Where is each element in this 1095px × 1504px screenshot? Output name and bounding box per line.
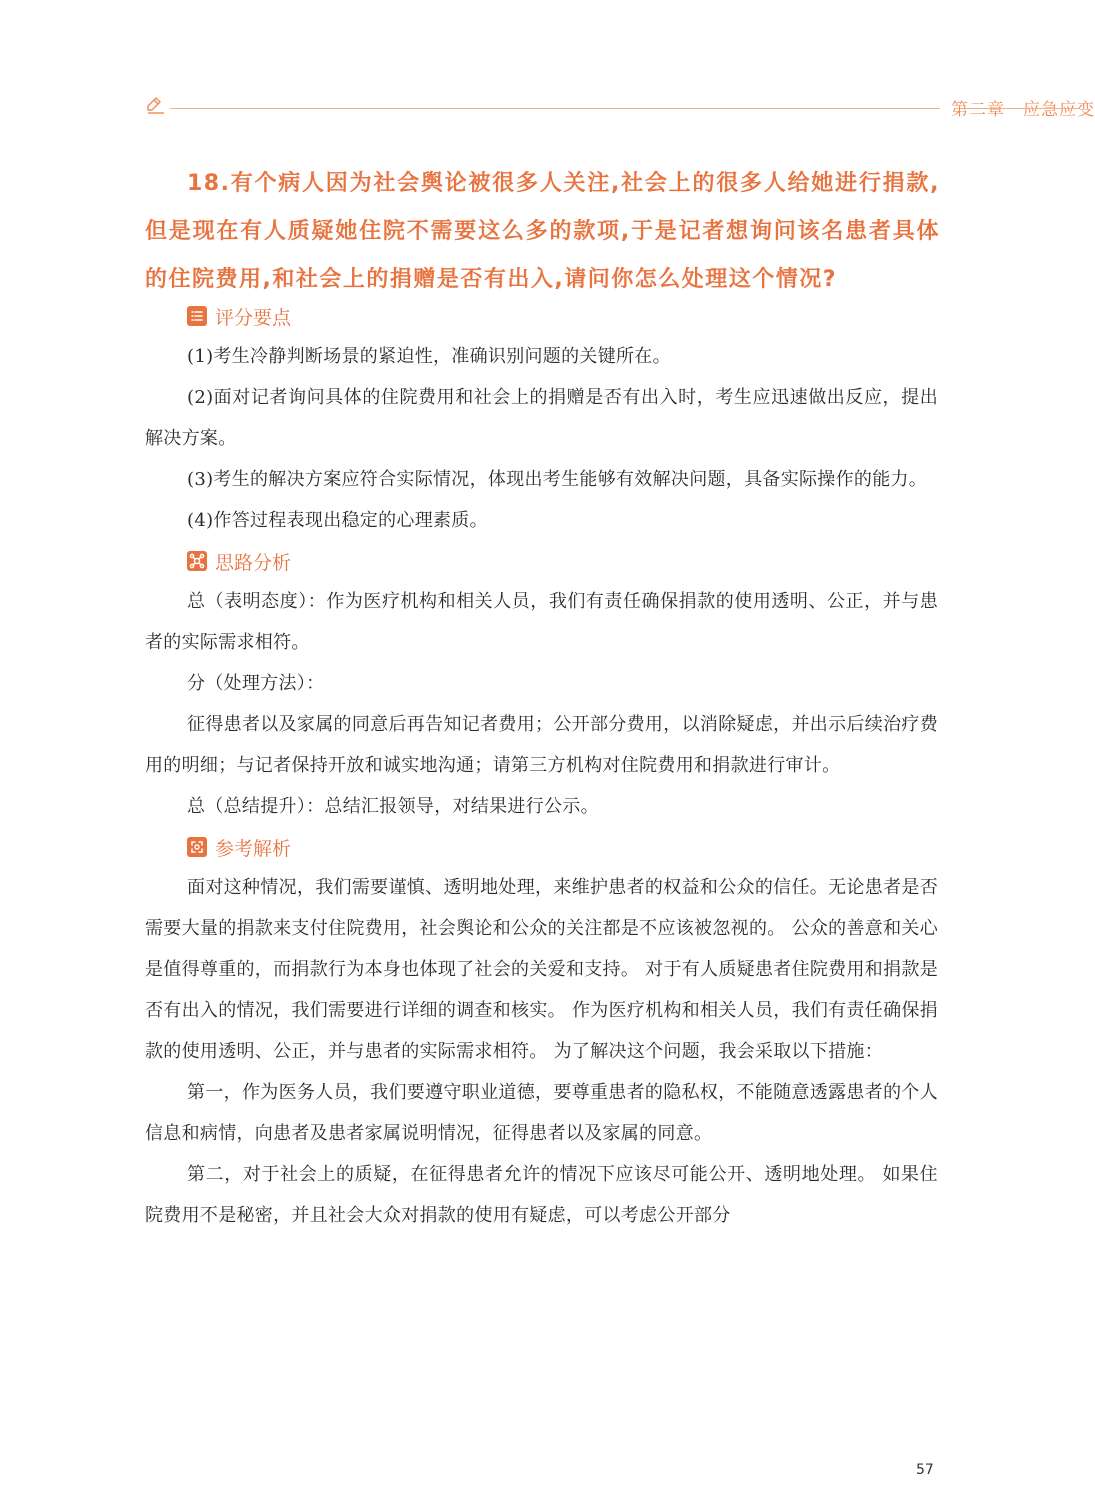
section-heading-scoring [187, 296, 938, 336]
main-content [145, 296, 938, 1236]
analysis-paragraph: 分（处理方法）： [187, 673, 325, 694]
header-rule-right [960, 108, 1080, 109]
mindmap-icon [187, 551, 207, 571]
scoring-item: (3)考生的解决方案应符合实际情况，体现出考生能够有效解决问题，具备实际操作的能力。 [187, 469, 928, 490]
pencil-icon [145, 94, 167, 116]
section-title: 评分要点 [215, 306, 292, 329]
analysis-paragraph: 征得患者以及家属的同意后再告知记者费用；公开部分费用，以消除疑虑，并出示后续治疗费用的明细；与记者保持开放和诚实地沟通；请第三方机构对住院费用和捐款进行审计。 [145, 714, 938, 776]
reference-paragraph: 面对这种情况，我们需要谨慎、透明地处理，来维护患者的权益和公众的信任。无论患者是否需要大量的捐款来支付住院费用，社会舆论和公众的关注都是不应该被忽视的。 公众的善意和关心是值得尊重的，而捐款行为本身也体现了社会的关爱和支持。 对于有人质疑患者住院费用和捐款是否有出入的情况，我们需要进行详细的调查和核实。 作为医疗机构和相关人员，我们有责任确保捐款的使用透明、公正，并与患者的实际需求相符。 为了解决这个问题，我会采取以下措施： [145, 877, 938, 1062]
section-title: 思路分析 [215, 551, 292, 574]
list-icon [187, 306, 207, 326]
analysis-paragraph: 总（表明态度）：作为医疗机构和相关人员，我们有责任确保捐款的使用透明、公正，并与患者的实际需求相符。 [145, 591, 938, 653]
page-number: 57 [916, 1462, 934, 1478]
answer-icon [187, 837, 207, 857]
scoring-item: (1)考生冷静判断场景的紧迫性，准确识别问题的关键所在。 [187, 346, 671, 367]
section-heading-reference [187, 827, 938, 867]
header-rule-left [170, 108, 940, 109]
question-text: 18.有个病人因为社会舆论被很多人关注,社会上的很多人给她进行捐款,但是现在有人质疑她住院不需要这么多的款项,于是记者想询问该名患者具体的住院费用,和社会上的捐赠是否有出入,请问你怎么处理这个情况? [145, 171, 940, 292]
analysis-paragraph: 总（总结提升）：总结汇报领导，对结果进行公示。 [187, 796, 599, 817]
scoring-item: (4)作答过程表现出稳定的心理素质。 [187, 510, 488, 531]
reference-paragraph: 第一，作为医务人员，我们要遵守职业道德，要尊重患者的隐私权，不能随意透露患者的个人信息和病情，向患者及患者家属说明情况，征得患者以及家属的同意。 [145, 1082, 938, 1144]
chapter-title: 第二章 应急应变 [951, 100, 1095, 120]
section-title: 参考解析 [215, 837, 292, 860]
scoring-item: (2)面对记者询问具体的住院费用和社会上的捐赠是否有出入时，考生应迅速做出反应，提出解决方案。 [145, 387, 938, 449]
reference-paragraph: 第二，对于社会上的质疑，在征得患者允许的情况下应该尽可能公开、透明地处理。 如果住院费用不是秘密，并且社会大众对捐款的使用有疑虑，可以考虑公开部分 [145, 1164, 938, 1226]
section-heading-analysis [187, 541, 938, 581]
page-header [145, 94, 1095, 122]
